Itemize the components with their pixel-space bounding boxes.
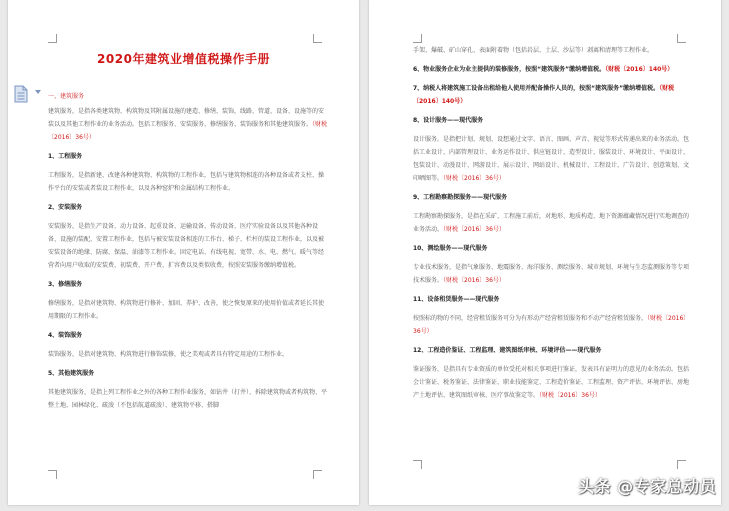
item-heading: 4、装饰服务 [48, 332, 83, 339]
item-heading: 3、修缮服务 [48, 281, 83, 288]
item-heading [413, 82, 693, 108]
item-body: 鉴证服务，是指具有专业资质的单位受托对相关事项进行鉴证，发表具有证明力的意见的业务活动。包括会计鉴证、税务鉴证、法律鉴证、职业技能鉴定、工程造价鉴证、工程监理、资产评估、环境评估、房地产土地评估、建筑图纸审核、医疗事故鉴定等。 [413, 366, 690, 399]
item-text [413, 312, 693, 338]
item-reference: （财税〔2016〕36号） [443, 277, 505, 284]
item-text [413, 133, 693, 185]
item-heading: 2、安装服务 [48, 204, 83, 211]
crop-mark-top-right [313, 34, 322, 43]
item-reference: （财税〔2016〕140号） [605, 66, 674, 73]
item-reference: （财税〔2016〕140号） [413, 85, 675, 105]
item-heading: 9、工程勘察勘探服务——现代服务 [413, 194, 508, 201]
section-heading: 一、建筑服务 [48, 93, 85, 100]
item-heading: 11、设备租赁服务——现代服务 [413, 296, 500, 303]
item-heading [413, 63, 693, 76]
item-heading-text: 6、物业服务企业为业主提供的装修服务，按照“建筑服务”缴纳增值税。 [413, 66, 606, 73]
item-text: 装饰服务，是指对建筑物、构筑物进行修饰装修，使之美观或者具有特定用途的工程作业。 [48, 351, 289, 358]
item-body: 工程勘察勘探服务，是指在采矿、工程施工前后，对地形、地质构造、地下资源蕴藏情况进行实地调查的业务活动。 [413, 213, 690, 233]
document-page-right [369, 0, 721, 505]
item-heading-text: 7、纳税人将建筑施工设备出租给他人使用并配备操作人员的，按照“建筑服务”缴纳增值税。 [413, 85, 660, 92]
item-text: 其他建筑服务，是指上列工程作业之外的各种工程作业服务，如钻井（打井）、拆除建筑物或者构筑物、平整土地、园林绿化、疏浚（不包括航道疏浚）、建筑物平移、搭脚 [48, 389, 328, 409]
item-body: 按照标的物的不同，经营租赁服务可分为有形动产经营租赁服务和不动产经营租赁服务。 [413, 315, 648, 322]
item-text: 安装服务，是指生产设备、动力设备、起重设备、运输设备、传动设备、医疗实验设备以及其他各种设备、设施的装配、安置工程作业，包括与被安装设备相连的工作台、梯子、栏杆的装设工程作业，以及被安装设备的绝缘、防腐、保温、油漆等工程作业。固定电话、有线电视、宽带、水、电、燃气、暖气等经营者向用户收取的安装费、初装费、开户费、扩容费以及类似收费，按照安装服务缴纳增值税。 [48, 223, 325, 269]
crop-mark-top-left [413, 34, 422, 43]
intro-reference: （财税〔2016〕36号） [48, 121, 328, 141]
continuation-text: 手架、爆破、矿山穿孔、表面附着物（包括岩层、土层、沙层等）剥离和清理等工程作业。 [413, 47, 654, 54]
left-page-content [48, 90, 329, 418]
crop-mark-top-left [48, 34, 57, 43]
item-reference: （财税〔2016〕36号） [443, 226, 505, 233]
item-heading: 5、其他建筑服务 [48, 370, 95, 377]
item-text: 工程服务，是指新建、改建各种建筑物、构筑物的工程作业，包括与建筑物相连的各种设备或者支柱、操作平台的安装或者装设工程作业，以及各种窑炉和金属结构工程作业。 [48, 172, 325, 192]
item-text: 修缮服务，是指对建筑物、构筑物进行修补、加固、养护、改善，使之恢复原来的使用价值或者延长其使用期限的工程作业。 [48, 300, 325, 320]
item-reference: （财税〔2016〕36号） [539, 392, 601, 399]
item-reference: （财税〔2016〕36号） [413, 315, 690, 335]
watermark: 头条 @专家总动员 [578, 477, 717, 496]
item-body: 设计服务，是指把计划、规划、设想通过文字、语言、图画、声音、视觉等形式传递出来的业务活动。包括工业设计、内部管理设计、业务运作设计、供应链设计、造型设计、服装设计、环境设计、平面设计、包装设计、动漫设计、网游设计、展示设计、网站设计、机械设计、工程设计、广告设计、创意策划、文印晒图等。 [413, 136, 690, 182]
item-heading: 10、测绘服务——现代服务 [413, 245, 488, 252]
item-text [413, 210, 693, 236]
crop-mark-bottom-left [413, 460, 422, 469]
crop-mark-bottom-right [313, 470, 322, 479]
crop-mark-bottom-left [48, 470, 57, 479]
item-heading: 12、工程造价鉴证、工程监理、建筑图纸审核、环境评估——现代服务 [413, 347, 602, 354]
intro-paragraph [48, 105, 329, 144]
item-heading: 8、设计服务——现代服务 [413, 117, 484, 124]
item-heading: 1、工程服务 [48, 153, 83, 160]
document-title: 2020年建筑业增值税操作手册 [97, 52, 270, 66]
crop-mark-top-right [677, 34, 686, 43]
document-icon[interactable] [13, 85, 29, 103]
item-reference: （财税〔2016〕36号） [443, 175, 505, 182]
crop-mark-bottom-right [677, 460, 686, 469]
item-text [413, 363, 693, 402]
right-page-content [413, 44, 693, 408]
document-page-left [8, 0, 359, 505]
item-text [413, 261, 693, 287]
item-body: 专业技术服务，是指气象服务、地震服务、海洋服务、测绘服务、城市规划、环境与生态监测服务等专项技术服务。 [413, 264, 690, 284]
chevron-down-icon[interactable] [35, 90, 41, 94]
intro-text: 建筑服务，是指各类建筑物、构筑物及其附属设施的建造、修缮、装饰，线路、管道、设备、设施等的安装以及其他工程作业的业务活动。包括工程服务、安装服务、修缮服务、装饰服务和其他建筑服务。 [48, 108, 325, 128]
